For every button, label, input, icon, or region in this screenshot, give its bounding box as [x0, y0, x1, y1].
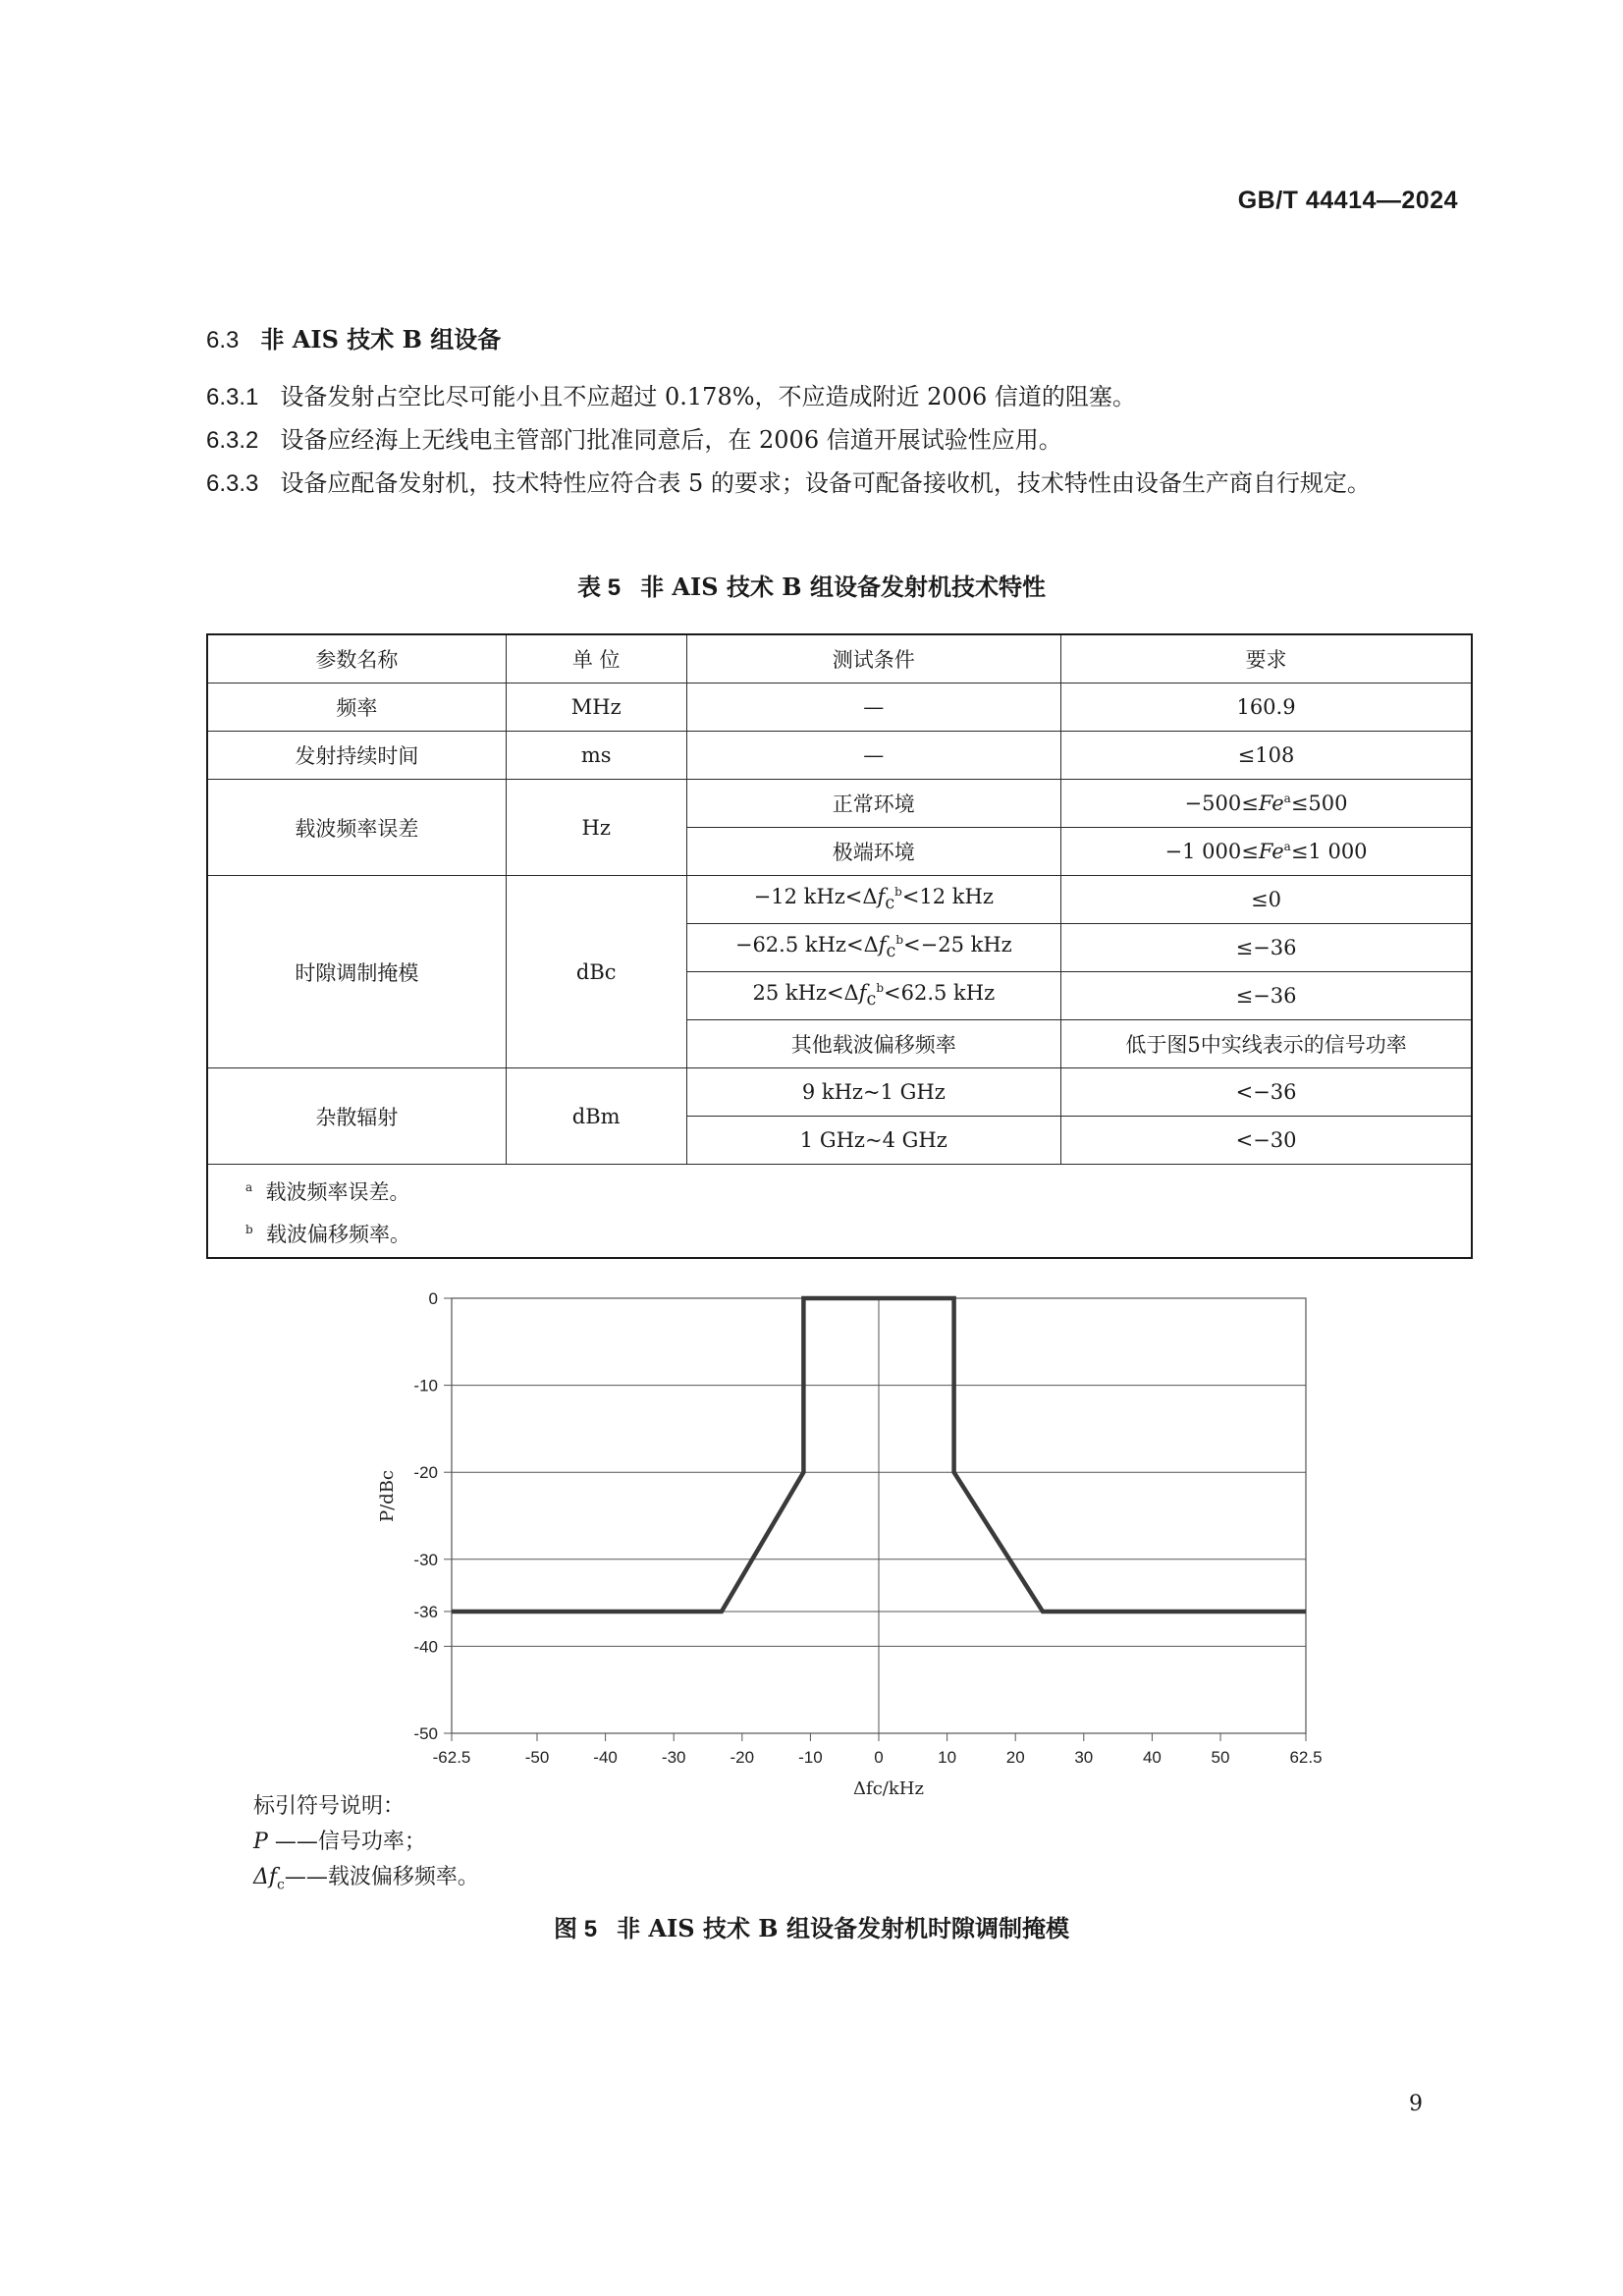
- requirement: ≤−36: [1061, 924, 1472, 972]
- table-caption: [0, 568, 1623, 602]
- param-unit: dBm: [506, 1068, 686, 1165]
- x-tick-label: 10: [938, 1748, 957, 1767]
- spec-table: [206, 633, 1473, 1259]
- param-name: 发射持续时间: [207, 732, 506, 780]
- section-number: 6.3: [206, 327, 240, 354]
- header-cell: 参数名称: [207, 634, 506, 683]
- table-title: 非 AIS 技术 B 组设备发射机技术特性: [640, 573, 1046, 601]
- table-row: [207, 780, 1472, 828]
- x-axis-label: Δfc/kHz: [853, 1778, 924, 1799]
- clause-number: 6.3.3: [206, 470, 259, 497]
- requirement: $-500\le Fe^a\le 500$: [1061, 780, 1472, 828]
- legend-fc: $\Delta f_c——$载波偏移频率。: [253, 1865, 479, 1893]
- test-condition: 其他载波偏移频率: [686, 1020, 1061, 1068]
- header-cell: 测试条件: [686, 634, 1061, 683]
- y-tick-label: -40: [413, 1637, 438, 1657]
- x-tick-label: 0: [874, 1748, 884, 1767]
- param-name: 频率: [207, 683, 506, 732]
- requirement: ≤−36: [1061, 972, 1472, 1020]
- x-tick-label: -62.5: [432, 1748, 471, 1767]
- clause-text: 设备应经海上无线电主管部门批准同意后，在 2006 信道开展试验性应用。: [280, 426, 1062, 454]
- y-tick-label: -30: [413, 1550, 438, 1569]
- x-tick-label: -10: [798, 1748, 823, 1767]
- test-condition: 25 $kHz<\Delta f_c^b<62.5$ kHz: [686, 972, 1061, 1020]
- y-tick-label: -10: [413, 1376, 438, 1395]
- table-notes-row: [207, 1165, 1472, 1259]
- requirement: ≤108: [1061, 732, 1472, 780]
- clause-6-3-2: [206, 418, 1473, 463]
- table-label: 表 5: [577, 574, 622, 601]
- table-row: [207, 683, 1472, 732]
- x-tick-label: 62.5: [1289, 1748, 1323, 1767]
- test-condition: 极端环境: [686, 828, 1061, 876]
- section-heading: [206, 320, 501, 355]
- param-unit: MHz: [506, 683, 686, 732]
- table-row: [207, 732, 1472, 780]
- test-condition: —: [686, 683, 1061, 732]
- y-tick-label: -36: [413, 1602, 438, 1621]
- param-unit: ms: [506, 732, 686, 780]
- standard-code: GB/T 44414—2024: [1237, 187, 1458, 214]
- x-tick-label: -30: [661, 1748, 686, 1767]
- requirement: ≤0: [1061, 876, 1472, 924]
- test-condition: 9 kHz~1 GHz: [686, 1068, 1061, 1117]
- clause-text: 设备发射占空比尽可能小且不应超过 0.178%，不应造成附近 2006 信道的阻塞。: [280, 383, 1136, 410]
- clause-6-3-3: [206, 462, 1473, 506]
- x-tick-label: 50: [1211, 1748, 1230, 1767]
- y-axis-label: P/dBc: [377, 1469, 398, 1523]
- x-tick-label: 20: [1005, 1748, 1025, 1767]
- figure-caption: [0, 1909, 1623, 1943]
- page-number: 9: [1409, 2092, 1423, 2116]
- param-unit: dBc: [506, 876, 686, 1068]
- clause-text: 设备应配备发射机，技术特性应符合表 5 的要求；设备可配备接收机，技术特性由设备生产商自行规定。: [280, 469, 1371, 497]
- clause-number: 6.3.2: [206, 427, 259, 454]
- figure-title: 非 AIS 技术 B 组设备发射机时隙调制掩模: [617, 1914, 1069, 1942]
- note-a: $^a$ 载波频率误差。: [245, 1180, 410, 1204]
- table-row: [207, 876, 1472, 924]
- x-tick-label: 30: [1074, 1748, 1094, 1767]
- requirement: <−36: [1061, 1068, 1472, 1117]
- clause-number: 6.3.1: [206, 384, 259, 410]
- table-row: [207, 1068, 1472, 1117]
- test-condition: −62.5 $kHz<\Delta f_c^b<-25$ kHz: [686, 924, 1061, 972]
- clause-6-3-1: [206, 375, 1473, 419]
- x-tick-label: -50: [524, 1748, 550, 1767]
- header-cell: 单 位: [506, 634, 686, 683]
- legend-title: 标引符号说明：: [253, 1794, 406, 1819]
- test-condition: —: [686, 732, 1061, 780]
- table-notes: [207, 1165, 1472, 1259]
- y-tick-label: -50: [413, 1724, 438, 1743]
- requirement: −1 $000\le Fe^a\le 1$ 000: [1061, 828, 1472, 876]
- legend-p: P ——信号功率；: [253, 1830, 426, 1854]
- figure-label: 图 5: [554, 1916, 598, 1942]
- requirement: 低于图5中实线表示的信号功率: [1061, 1020, 1472, 1068]
- x-tick-label: -40: [593, 1748, 618, 1767]
- header-cell: 要求: [1061, 634, 1472, 683]
- y-tick-label: 0: [428, 1289, 438, 1308]
- param-name: 载波频率误差: [207, 780, 506, 876]
- param-unit: Hz: [506, 780, 686, 876]
- test-condition: 1 GHz~4 GHz: [686, 1117, 1061, 1165]
- x-tick-label: 40: [1142, 1748, 1162, 1767]
- test-condition: 正常环境: [686, 780, 1061, 828]
- test-condition: −12 $kHz<\Delta f_c^b<12$ kHz: [686, 876, 1061, 924]
- note-b: $^b$ 载波偏移频率。: [245, 1223, 411, 1246]
- param-name: 时隙调制掩模: [207, 876, 506, 1068]
- param-name: 杂散辐射: [207, 1068, 506, 1165]
- x-tick-label: -20: [730, 1748, 755, 1767]
- mask-chart: [377, 1267, 1325, 1799]
- y-tick-label: -20: [413, 1463, 438, 1483]
- requirement: <−30: [1061, 1117, 1472, 1165]
- requirement: 160.9: [1061, 683, 1472, 732]
- section-title: 非 AIS 技术 B 组设备: [260, 325, 502, 354]
- table-header-row: [207, 634, 1472, 683]
